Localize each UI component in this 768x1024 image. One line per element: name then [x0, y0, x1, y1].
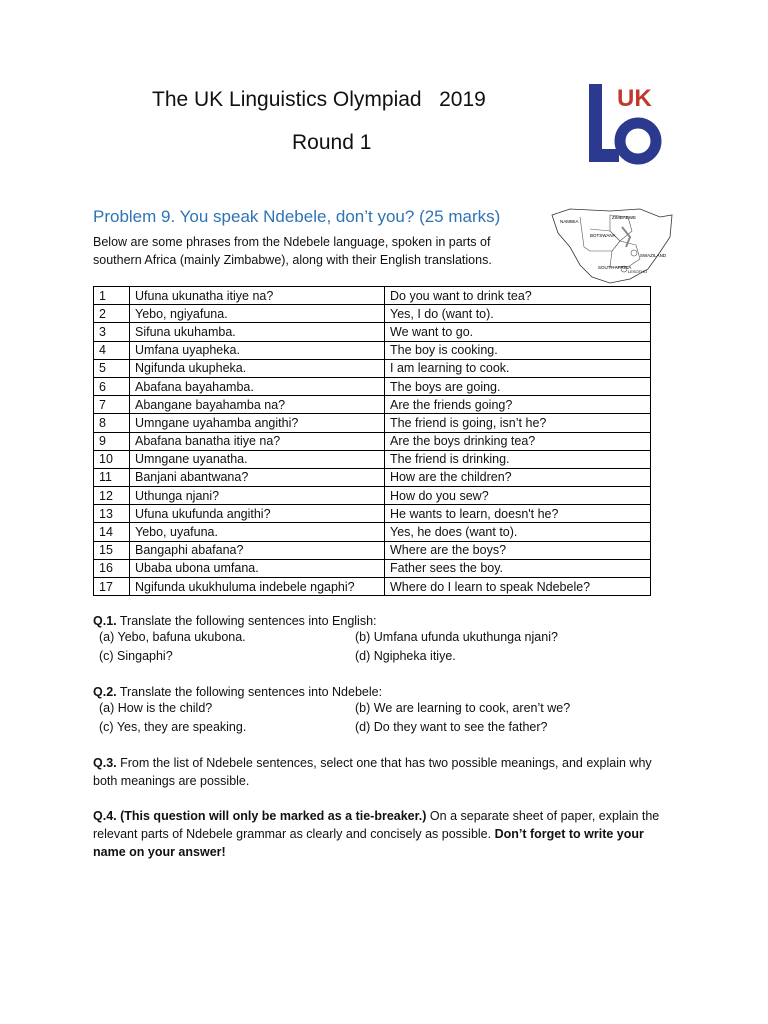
- row-number: 15: [94, 541, 130, 559]
- phrases-table: [93, 286, 651, 596]
- question-4-text: On a separate sheet of paper, explain the relevant parts of Ndebele grammar as clearly and concisely as possible.: [93, 809, 660, 841]
- table-row: [94, 450, 651, 468]
- round-label: Round 1: [292, 131, 372, 154]
- row-number: 14: [94, 523, 130, 541]
- row-number: 6: [94, 377, 130, 395]
- map-label-namibia: NAMIBIA: [560, 219, 579, 224]
- ndebele-phrase: Umngane uyanatha.: [130, 450, 385, 468]
- map-label-lesotho: LESOTHO: [628, 269, 648, 274]
- english-translation: He wants to learn, doesn't he?: [385, 505, 651, 523]
- ndebele-phrase: Ufuna ukunatha itiye na?: [130, 287, 385, 305]
- table-row: [94, 578, 651, 596]
- table-row: [94, 559, 651, 577]
- row-number: 9: [94, 432, 130, 450]
- q2-option-d: (d) Do they want to see the father?: [355, 720, 548, 734]
- table-row: [94, 323, 651, 341]
- ndebele-phrase: Abangane bayahamba na?: [130, 396, 385, 414]
- ndebele-phrase: Umngane uyahamba angithi?: [130, 414, 385, 432]
- row-number: 17: [94, 578, 130, 596]
- ukl-olympiad-logo: [583, 84, 663, 166]
- table-row: [94, 396, 651, 414]
- question-4-label: Q.4.: [93, 809, 117, 823]
- ndebele-phrase: Banjani abantwana?: [130, 468, 385, 486]
- table-row: [94, 414, 651, 432]
- question-3-label: Q.3.: [93, 756, 117, 770]
- ndebele-phrase: Umfana uyapheka.: [130, 341, 385, 359]
- table-row: [94, 541, 651, 559]
- map-label-botswana: BOTSWANA: [590, 233, 616, 238]
- ndebele-phrase: Bangaphi abafana?: [130, 541, 385, 559]
- table-row: [94, 341, 651, 359]
- english-translation: I am learning to cook.: [385, 359, 651, 377]
- ndebele-phrase: Ngifunda ukupheka.: [130, 359, 385, 377]
- english-translation: The friend is going, isn’t he?: [385, 414, 651, 432]
- row-number: 4: [94, 341, 130, 359]
- table-row: [94, 523, 651, 541]
- ndebele-phrase: Abafana bayahamba.: [130, 377, 385, 395]
- english-translation: How are the children?: [385, 468, 651, 486]
- q2-option-a: (a) How is the child?: [99, 701, 213, 715]
- page-title: The UK Linguistics Olympiad 2019: [152, 88, 486, 111]
- ndebele-phrase: Ufuna ukufunda angithi?: [130, 505, 385, 523]
- q1-option-c: (c) Singaphi?: [99, 649, 173, 663]
- english-translation: We want to go.: [385, 323, 651, 341]
- ndebele-phrase: Yebo, ngiyafuna.: [130, 305, 385, 323]
- row-number: 1: [94, 287, 130, 305]
- ndebele-phrase: Abafana banatha itiye na?: [130, 432, 385, 450]
- q2-option-b: (b) We are learning to cook, aren’t we?: [355, 701, 571, 715]
- english-translation: Father sees the boy.: [385, 559, 651, 577]
- english-translation: Are the friends going?: [385, 396, 651, 414]
- q1-option-a: (a) Yebo, bafuna ukubona.: [99, 630, 246, 644]
- ndebele-phrase: Ngifunda ukukhuluma indebele ngaphi?: [130, 578, 385, 596]
- english-translation: Where are the boys?: [385, 541, 651, 559]
- row-number: 5: [94, 359, 130, 377]
- row-number: 13: [94, 505, 130, 523]
- table-row: [94, 305, 651, 323]
- question-3: [93, 754, 678, 790]
- row-number: 16: [94, 559, 130, 577]
- english-translation: Are the boys drinking tea?: [385, 432, 651, 450]
- ndebele-phrase: Ubaba ubona umfana.: [130, 559, 385, 577]
- english-translation: The boys are going.: [385, 377, 651, 395]
- row-number: 8: [94, 414, 130, 432]
- q2-option-c: (c) Yes, they are speaking.: [99, 720, 247, 734]
- english-translation: The boy is cooking.: [385, 341, 651, 359]
- row-number: 2: [94, 305, 130, 323]
- english-translation: Yes, he does (want to).: [385, 523, 651, 541]
- problem-title: Problem 9. You speak Ndebele, don’t you? (25 marks): [93, 207, 501, 226]
- row-number: 10: [94, 450, 130, 468]
- table-row: [94, 287, 651, 305]
- english-translation: Yes, I do (want to).: [385, 305, 651, 323]
- map-label-zimbabwe: ZIMBABWE: [612, 215, 637, 220]
- q1-option-d: (d) Ngipheka itiye.: [355, 649, 456, 663]
- question-3-text: From the list of Ndebele sentences, select one that has two possible meanings, and explain why both meanings are possible.: [93, 756, 652, 788]
- table-row: [94, 505, 651, 523]
- ndebele-phrase: Uthunga njani?: [130, 487, 385, 505]
- ndebele-phrase: Yebo, uyafuna.: [130, 523, 385, 541]
- row-number: 11: [94, 468, 130, 486]
- question-4-tiebreaker-note: (This question will only be marked as a tie-breaker.): [116, 809, 427, 823]
- row-number: 3: [94, 323, 130, 341]
- row-number: 12: [94, 487, 130, 505]
- table-row: [94, 468, 651, 486]
- question-2: [93, 683, 678, 701]
- southern-africa-map: [550, 207, 674, 285]
- english-translation: Where do I learn to speak Ndebele?: [385, 578, 651, 596]
- table-row: [94, 487, 651, 505]
- table-row: [94, 377, 651, 395]
- map-label-swaziland: SWAZILAND: [640, 253, 667, 258]
- logo-text: UK: [617, 85, 652, 112]
- question-4-reminder: Don’t forget to write your name on your answer!: [93, 827, 644, 859]
- row-number: 7: [94, 396, 130, 414]
- question-4: [93, 807, 678, 861]
- english-translation: The friend is drinking.: [385, 450, 651, 468]
- question-1: [93, 612, 678, 630]
- question-2-label: Q.2.: [93, 685, 117, 699]
- map-label-south-africa: SOUTH AFRICA: [598, 265, 632, 270]
- table-row: [94, 432, 651, 450]
- question-1-label: Q.1.: [93, 614, 117, 628]
- table-row: [94, 359, 651, 377]
- question-1-text: Translate the following sentences into English:: [116, 614, 377, 628]
- question-2-text: Translate the following sentences into Ndebele:: [116, 685, 383, 699]
- ndebele-phrase: Sifuna ukuhamba.: [130, 323, 385, 341]
- english-translation: How do you sew?: [385, 487, 651, 505]
- q1-option-b: (b) Umfana ufunda ukuthunga njani?: [355, 630, 558, 644]
- problem-intro: Below are some phrases from the Ndebele language, spoken in parts of southern Africa (mainly Zimbabwe), along with their English translations.: [93, 235, 492, 267]
- english-translation: Do you want to drink tea?: [385, 287, 651, 305]
